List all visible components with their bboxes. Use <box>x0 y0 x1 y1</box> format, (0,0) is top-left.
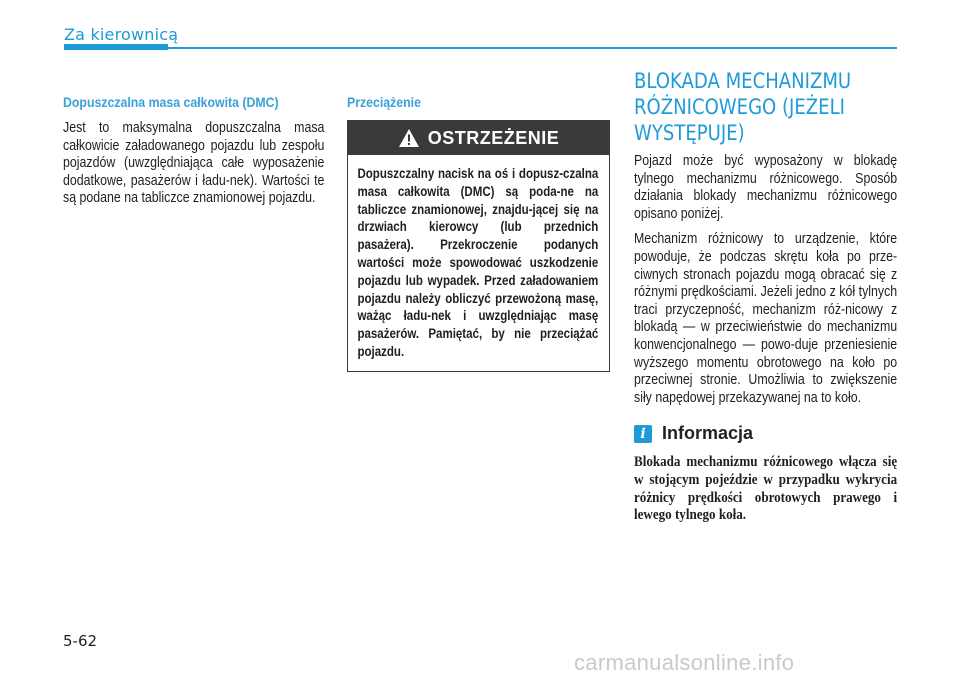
warning-header <box>348 121 609 155</box>
warning-box <box>347 120 610 372</box>
header-rule <box>168 47 897 49</box>
differential-paragraph-2: Mechanizm różnicowy to urządzenie, które powoduje, że podczas skrętu koła po prze-ciwnych stronach pojazdu mogą obracać się z różnymi prędkościami. Jeżeli jedno z kół tylnych traci przyczepność, mechanizm róż-nicowy z blokadą — w przeciwieństwie do mechanizmu konwencjonalnego — powo-duje przeniesienie wyższego momentu obrotowego na koło po przeciwnej stronie. Umożliwia to zwiększenie siły napędowej przekazywanej na to koło. <box>634 231 898 406</box>
header-rule-accent <box>64 44 168 50</box>
dmc-paragraph: Jest to maksymalna dopuszczalna masa całkowicie załadowanego pojazdu lub zespołu pojazdów (uwzględniająca całe wyposażenie dodatkowe, pasażerów i ładu-nek). Wartości te są podane na tabliczce znamionowej pojazdu. <box>63 120 325 207</box>
watermark: carmanualsonline.info <box>574 650 795 675</box>
column-right <box>634 68 897 525</box>
info-icon: i <box>634 425 652 443</box>
warning-title: OSTRZEŻENIE <box>427 127 560 148</box>
warning-triangle-icon <box>398 128 420 148</box>
section-heading-overload: Przeciążenie <box>347 94 421 110</box>
info-text: Blokada mechanizmu różnicowego włącza się w stojącym pojeździe w przypadku wykrycia różnicy prędkości obrotowych prawego i lewego tylnego koła. <box>634 454 898 524</box>
section-heading-dmc: Dopuszczalna masa całkowita (DMC) <box>63 94 279 110</box>
column-middle <box>347 94 610 372</box>
warning-text: Dopuszczalny nacisk na oś i dopusz-czalna masa całkowita (DMC) są poda-ne na tabliczce znamionowej, znajdu-jącej się na drzwiach kierowcy (lub przednich pasażera). Przekroczenie podanych wartości może spowodować uszkodzenie pojazdu lub wypadek. Przed załadowaniem pojazdu należy obliczyć przewożoną masę, ważąc ładu-nek i uwzględniając masę pasażerów. Pamiętać, by nie przeciążać pojazdu. <box>357 166 599 359</box>
header-title: Za kierownicą <box>64 25 179 44</box>
info-header <box>634 423 897 444</box>
column-left <box>63 94 324 208</box>
info-title: Informacja <box>662 423 754 444</box>
differential-paragraph-1: Pojazd może być wyposażony w blokadę tylnego mechanizmu różnicowego. Sposób działania blokady mechanizmu różnicowego opisano poniżej. <box>634 153 898 222</box>
section-heading-differential-lock: BLOKADA MECHANIZMU RÓŻNICOWEGO (JEŻELI WYSTĘPUJE) <box>634 69 852 145</box>
page-number: 5-62 <box>63 632 98 650</box>
